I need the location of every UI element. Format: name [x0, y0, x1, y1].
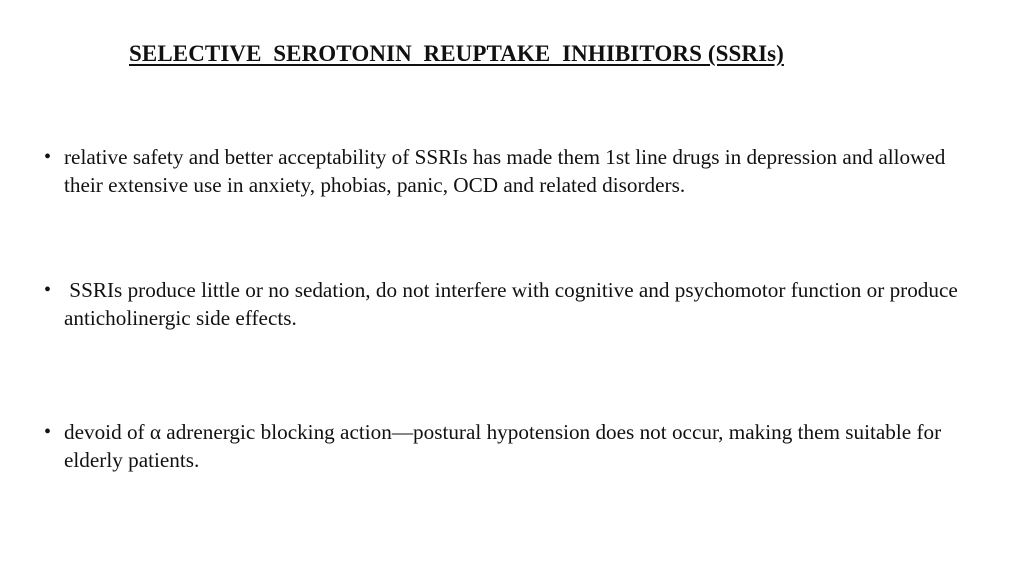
bullet-text: devoid of α adrenergic blocking action—postural hypotension does not occur, making them suitable for elderly patients.: [64, 420, 947, 472]
bullet-icon: •: [44, 146, 52, 168]
bullet-item: [44, 143, 964, 199]
slide-title: SELECTIVE SEROTONIN REUPTAKE INHIBITORS (SSRIs): [129, 41, 784, 66]
bullet-item: [44, 418, 964, 474]
bullet-text: SSRIs produce little or no sedation, do not interfere with cognitive and psychomotor function or produce anticholinergic side effects.: [64, 278, 964, 330]
bullet-icon: •: [44, 421, 52, 443]
bullet-item: [44, 276, 964, 332]
bullet-text: relative safety and better acceptability of SSRIs has made them 1st line drugs in depression and allowed their extensive use in anxiety, phobias, panic, OCD and related disorders.: [64, 145, 951, 197]
bullet-icon: •: [44, 279, 52, 301]
